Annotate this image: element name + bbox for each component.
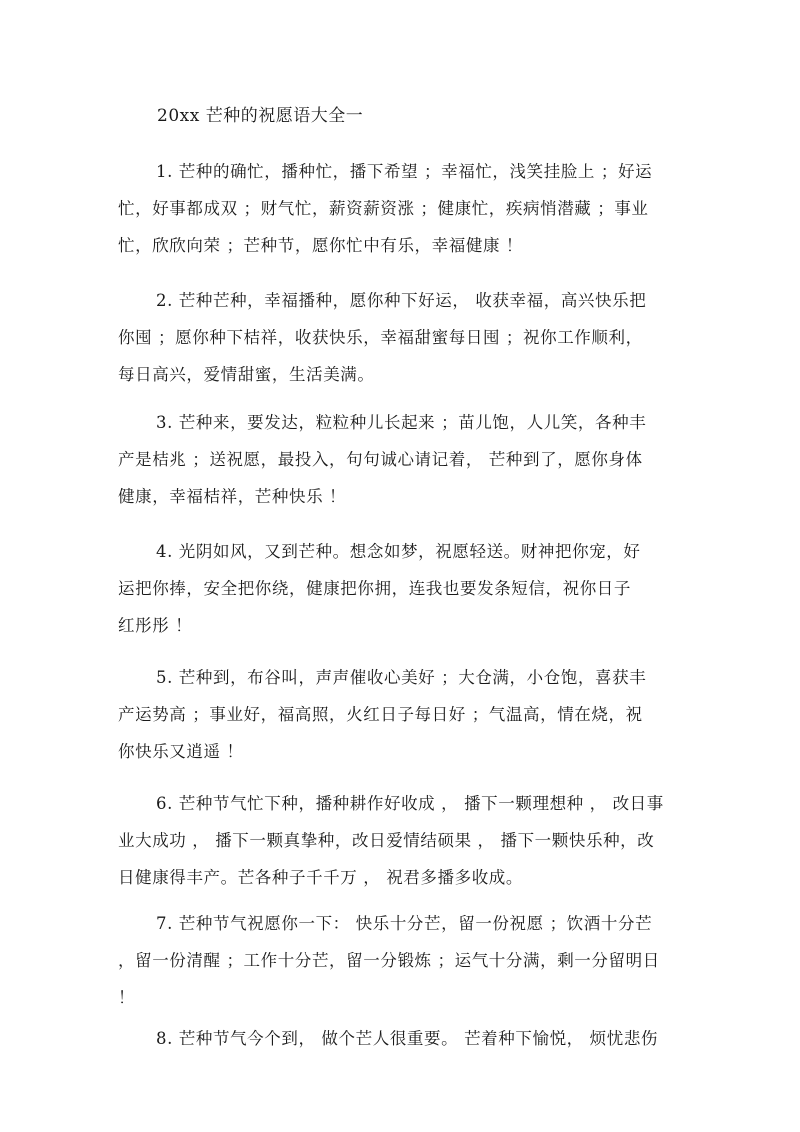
paragraph-line: 产是桔兆 ；送祝愿，最投入，句句诚心请记着， 芒种到了，愿你身体: [118, 450, 643, 469]
paragraph-line: 健康，幸福桔祥，芒种快乐 ！: [118, 487, 347, 506]
paragraph-line: 8. 芒种节气今个到， 做个芒人很重要。 芒着种下愉悦， 烦忧悲伤: [156, 1029, 659, 1048]
paragraph-4: [118, 533, 698, 644]
paragraph-line: 7. 芒种节气祝愿你一下： 快乐十分芒，留一份祝愿 ；饮酒十分芒: [156, 914, 653, 933]
paragraph-line: 运把你捧，安全把你绕，健康把你拥，连我也要发条短信，祝你日子: [118, 579, 631, 598]
document-title: 20xx 芒种的祝愿语大全一: [157, 106, 364, 126]
paragraph-line: 5. 芒种到，布谷叫，声声催收心美好 ；大仓满，小仓饱，喜获丰: [156, 668, 647, 687]
paragraph-5: [118, 659, 698, 770]
paragraph-7: [118, 905, 698, 1016]
paragraph-line: 业大成功 ， 播下一颗真挚种，改日爱情结硕果 ， 播下一颗快乐种，改: [118, 831, 655, 850]
paragraph-line: 每日高兴，爱情甜蜜，生活美满。: [118, 365, 375, 384]
paragraph-line: 日健康得丰产。芒各种子千千万 ， 祝君多播多收成。: [118, 868, 523, 887]
paragraph-8: [118, 1020, 698, 1057]
paragraph-3: [118, 404, 698, 515]
paragraph-line: ！: [118, 988, 136, 1007]
paragraph-line: 你囤 ；愿你种下桔祥，收获快乐，幸福甜蜜每日囤 ；祝你工作顺利，: [118, 328, 643, 347]
paragraph-line: 你快乐又逍遥 ！: [118, 742, 244, 761]
paragraph-line: 忙，好事都成双 ；财气忙，薪资薪资涨 ；健康忙，疾病悄潜藏 ；事业: [118, 199, 649, 218]
paragraph-line: 产运势高 ；事业好，福高照，火红日子每日好 ；气温高，情在烧，祝: [118, 705, 643, 724]
paragraph-2: [118, 282, 698, 393]
paragraph-1: [118, 153, 698, 264]
paragraph-line: 2. 芒种芒种，幸福播种，愿你种下好运， 收获幸福，高兴快乐把: [156, 291, 647, 310]
paragraph-line: 4. 光阴如风，又到芒种。想念如梦，祝愿轻送。财神把你宠，好: [156, 542, 641, 561]
paragraph-line: 红彤彤 ！: [118, 616, 193, 635]
paragraph-6: [118, 785, 698, 896]
paragraph-line: 1. 芒种的确忙，播种忙，播下希望 ；幸福忙，浅笑挂脸上 ；好运: [156, 162, 653, 181]
paragraph-line: ，留一份清醒 ；工作十分芒，留一分锻炼 ；运气十分满，剩一分留明日: [118, 951, 660, 970]
paragraph-line: 3. 芒种来，要发达，粒粒种儿长起来 ；苗儿饱，人儿笑，各种丰: [156, 413, 647, 432]
paragraph-line: 6. 芒种节气忙下种，播种耕作好收成 ， 播下一颗理想种 ， 改日事: [156, 794, 664, 813]
paragraph-line: 忙，欣欣向荣 ；芒种节，愿你忙中有乐，幸福健康 ！: [118, 236, 523, 255]
